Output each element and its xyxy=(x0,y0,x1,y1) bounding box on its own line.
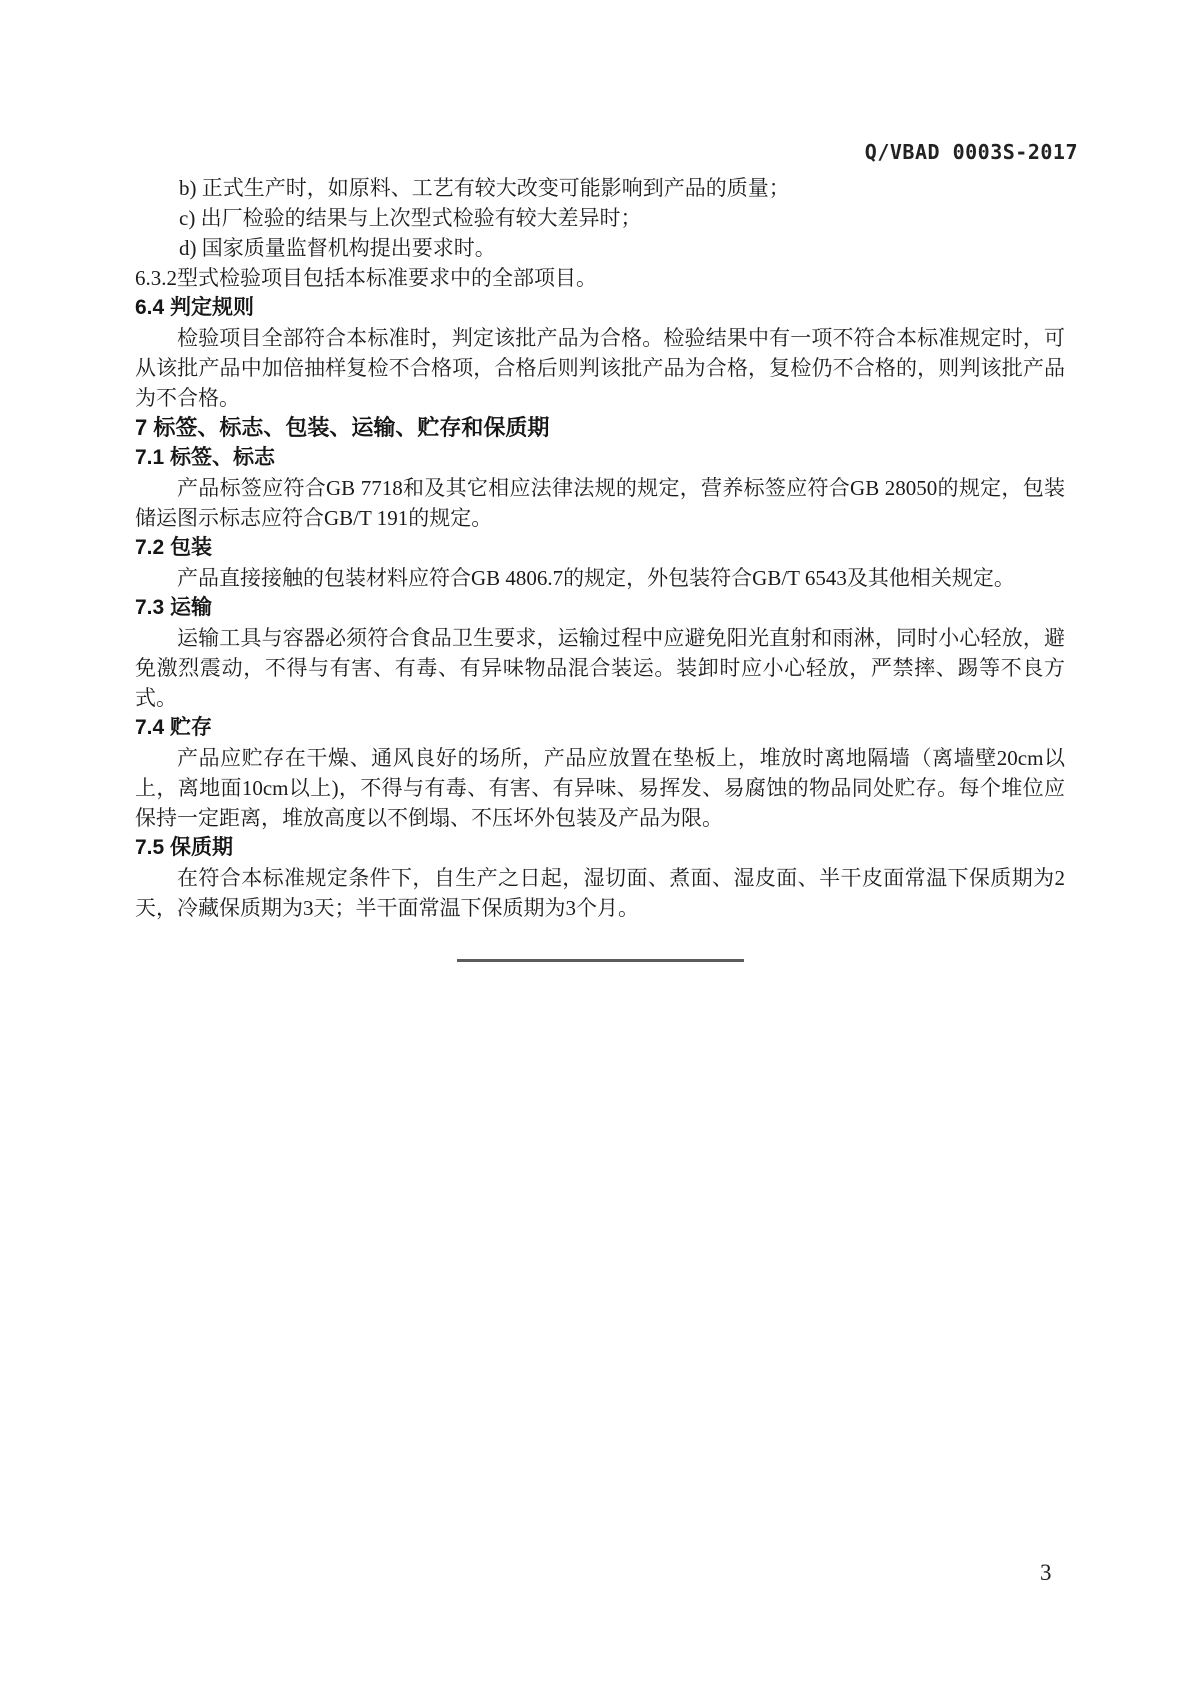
document-content xyxy=(135,173,1065,962)
heading-7: 7 标签、标志、包装、运输、贮存和保质期 xyxy=(135,415,550,440)
end-of-document-rule xyxy=(457,959,744,962)
standard-code: Q/VBAD 0003S-2017 xyxy=(864,140,1078,164)
heading-7-1: 7.1 标签、标志 xyxy=(135,446,276,469)
para-7-2: 产品直接接触的包装材料应符合GB 4806.7的规定，外包装符合GB/T 6543及其他相关规定。 xyxy=(177,566,1015,590)
clause-6-3-2: 6.3.2型式检验项目包括本标准要求中的全部项目。 xyxy=(135,266,597,290)
page-number: 3 xyxy=(1040,1560,1052,1585)
heading-7-2: 7.2 包装 xyxy=(135,536,213,559)
heading-7-5: 7.5 保质期 xyxy=(135,836,234,859)
document-header xyxy=(0,140,1078,164)
heading-7-3: 7.3 运输 xyxy=(135,596,213,619)
para-7-3: 运输工具与容器必须符合食品卫生要求，运输过程中应避免阳光直射和雨淋，同时小心轻放，避免激烈震动，不得与有害、有毒、有异味物品混合装运。装卸时应小心轻放，严禁摔、踢等不良方式。 xyxy=(135,626,1065,710)
list-item-d: d) 国家质量监督机构提出要求时。 xyxy=(179,236,496,260)
para-6-4: 检验项目全部符合本标准时，判定该批产品为合格。检验结果中有一项不符合本标准规定时，可从该批产品中加倍抽样复检不合格项，合格后则判该批产品为合格，复检仍不合格的，则判该批产品为不合格。 xyxy=(135,326,1065,410)
heading-7-4: 7.4 贮存 xyxy=(135,716,213,739)
list-item-c: c) 出厂检验的结果与上次型式检验有较大差异时； xyxy=(179,206,642,230)
list-item-b: b) 正式生产时，如原料、工艺有较大改变可能影响到产品的质量； xyxy=(179,176,790,200)
para-7-4: 产品应贮存在干燥、通风良好的场所，产品应放置在垫板上，堆放时离地隔墙（离墙壁20cm以上，离地面10cm以上)，不得与有毒、有害、有异味、易挥发、易腐蚀的物品同处贮存。每个堆位应保持一定距离，堆放高度以不倒塌、不压坏外包装及产品为限。 xyxy=(135,746,1065,830)
para-7-5: 在符合本标准规定条件下，自生产之日起，湿切面、煮面、湿皮面、半干皮面常温下保质期为2天，冷藏保质期为3天；半干面常温下保质期为3个月。 xyxy=(135,866,1065,920)
para-7-1: 产品标签应符合GB 7718和及其它相应法律法规的规定，营养标签应符合GB 28050的规定，包装储运图示标志应符合GB/T 191的规定。 xyxy=(135,476,1065,530)
heading-6-4: 6.4 判定规则 xyxy=(135,296,255,319)
